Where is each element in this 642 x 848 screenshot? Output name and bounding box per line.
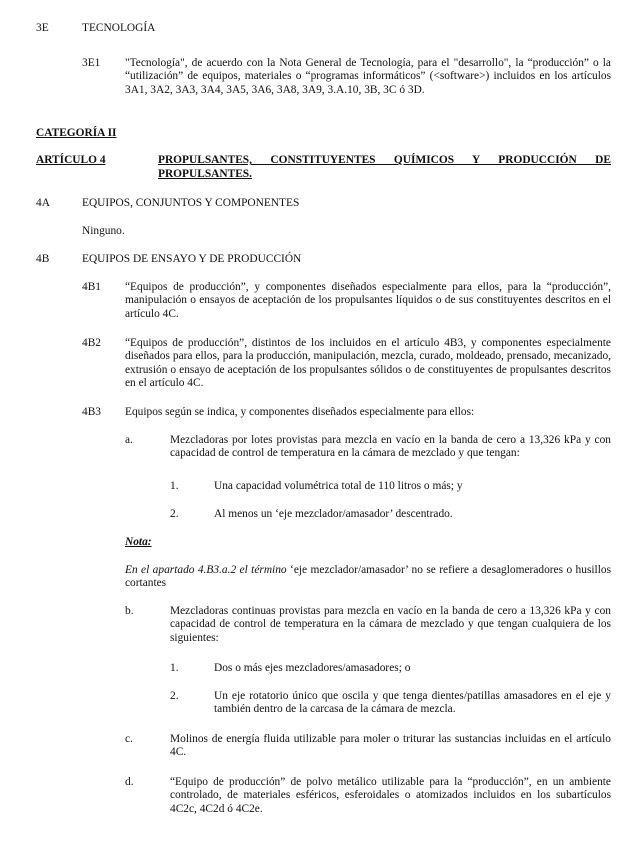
article-title-line1: PROPULSANTES, CONSTITUYENTES QUÍMICOS Y PRODUCCIÓN DE [158,154,611,166]
category-heading: CATEGORÍA II [36,127,117,139]
item-4b3-a-1-label: 1. [170,480,179,492]
item-4b3-code: 4B3 [82,406,101,418]
item-4b3-b-text: Mezcladoras continuas provistas para mezcla en vacío en la banda de cero a 13,326 kPa y con capacidad de control de temperatura en la cámara de mezclado y que tengan cualquiera de los siguientes: [170,605,611,644]
section-4b-code: 4B [36,253,50,265]
item-4b1-code: 4B1 [82,281,101,293]
item-4b2-code: 4B2 [82,337,101,349]
nota-text [125,564,611,591]
item-4b3-text: Equipos según se indica, y componentes diseñados especialmente para ellos: [125,406,475,418]
nota-text-italic: En el apartado 4.B3.a.2 el término [125,564,287,576]
section-3e-title: TECNOLOGÍA [82,22,156,34]
item-4b2-text: “Equipos de producción”, distintos de los incluidos en el artículo 4B3, y componentes especialmente diseñados para ellos, para la producción, manipulación, mezcla, curado, moldeado, prensado, mecanizado, extrusión o ensayo de aceptación de los propulsantes sólidos o de constituyentes de propulsantes descritos en el artículo 4C. [125,337,611,390]
section-4a-code: 4A [36,197,50,209]
item-4b3-c-text: Molinos de energía fluida utilizable para moler o triturar las sustancias incluidas en el artículo 4C. [170,733,611,759]
section-4a-body: Ninguno. [82,225,125,237]
item-4b3-d-label: d. [125,776,134,788]
nota-label: Nota: [125,536,152,548]
section-4a-title: EQUIPOS, CONJUNTOS Y COMPONENTES [82,197,300,209]
item-4b3-b-1-text: Dos o más ejes mezcladores/amasadores; o [214,662,411,674]
item-4b3-d-text: “Equipo de producción” de polvo metálico utilizable para la “producción”, en un ambiente controlado, de materiales esféricos, esferoidales o atomizados incluidos en los subartículos 4C2c, 4C2d ó 4C2e. [170,776,611,815]
item-4b3-b-2-label: 2. [170,690,179,702]
item-4b3-a-1-text: Una capacidad volumétrica total de 110 litros o más; y [214,480,463,492]
item-3e1-code: 3E1 [82,57,101,69]
item-4b3-b-2-text: Un eje rotatorio único que oscila y que tenga dientes/patillas amasadores en el eje y también dentro de la carcasa de la cámara de mezcla. [214,690,611,716]
item-4b3-a-2-label: 2. [170,508,179,520]
item-3e1-text: "Tecnología", de acuerdo con la Nota General de Tecnología, para el "desarrollo", la “producción” o la “utilización” de equipos, materiales o “programas informáticos” (<software>) incluidos en los artículos 3A1, 3A2, 3A3, 3A4, 3A5, 3A6, 3A8, 3A9, 3.A.10, 3B, 3C ó 3D. [125,57,611,96]
item-4b3-b-label: b. [125,605,134,617]
item-4b3-a-text: Mezcladoras por lotes provistas para mezcla en vacío en la banda de cero a 13,326 kPa y con capacidad de control de temperatura en la cámara de mezclado y que tengan: [170,434,611,460]
item-4b1-text: “Equipos de producción”, y componentes diseñados especialmente para ellos, para la “producción”, manipulación o ensayos de aceptación de los propulsantes líquidos o de sus constituyentes descritos en el artículo 4C. [125,281,611,320]
section-4b-title: EQUIPOS DE ENSAYO Y DE PRODUCCIÓN [82,253,302,265]
section-3e-code: 3E [36,22,49,34]
item-4b3-a-2-text: Al menos un ‘eje mezclador/amasador’ descentrado. [214,508,453,520]
article-title-line2: PROPULSANTES. [158,168,252,180]
item-4b3-b-1-label: 1. [170,662,179,674]
article-label: ARTÍCULO 4 [36,154,106,166]
item-4b3-c-label: c. [125,733,133,745]
nota-text-normal: ‘eje mezclador/amasador’ no se refiere a desaglomeradores o husillos cortantes [125,564,611,590]
item-4b3-a-label: a. [125,434,133,446]
